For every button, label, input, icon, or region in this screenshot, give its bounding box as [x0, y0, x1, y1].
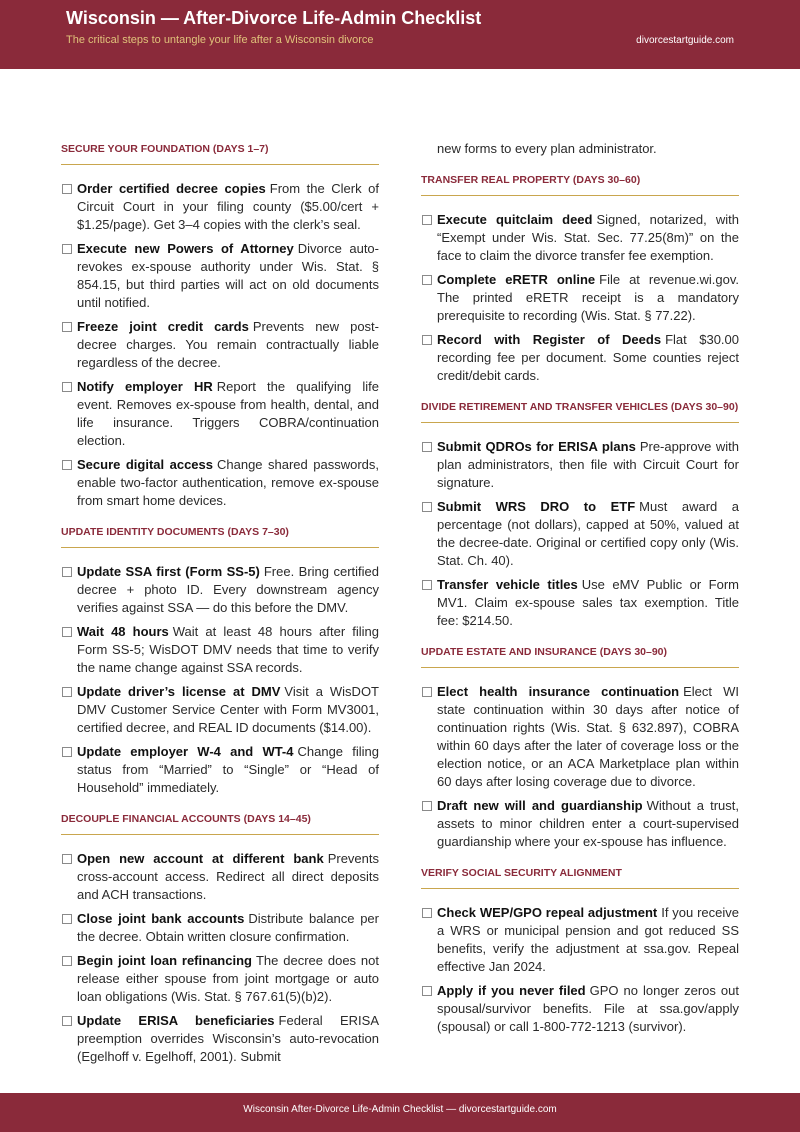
item-title: Update employer W-4 and WT-4 — [77, 744, 294, 759]
checkbox[interactable] — [62, 244, 72, 254]
checklist-section — [61, 523, 379, 797]
checklist-item — [61, 623, 379, 677]
checklist-item — [421, 797, 739, 851]
checkbox[interactable] — [62, 322, 72, 332]
item-title: Order certified decree copies — [77, 181, 266, 196]
checklist-section — [421, 643, 739, 851]
item-description: From the Clerk of Circuit Court in your filing county ($5.00/cert + $1.25/page). Get 3–4 copies with the clerk’s seal. — [77, 181, 379, 232]
item-description: Must award a percentage (not dollars), capped at 50%, valued at the decree-date. Original or certified copy only (Wis. Stat. Ch. 40). — [437, 499, 739, 568]
checklist-section — [61, 810, 379, 1066]
checkbox[interactable] — [62, 627, 72, 637]
checkbox[interactable] — [62, 184, 72, 194]
item-description: Divorce auto-revokes ex-spouse authority under Wis. Stat. § 854.15, but third parties will act on old documents until notified. — [77, 241, 379, 310]
item-title: Begin joint loan refinancing — [77, 953, 252, 968]
item-title: Secure digital access — [77, 457, 213, 472]
item-description: Pre-approve with plan administrators, then file with Circuit Court for signature. — [437, 439, 739, 490]
item-title: Submit WRS DRO to ETF — [437, 499, 636, 514]
checkbox[interactable] — [422, 908, 432, 918]
section-heading: UPDATE ESTATE AND INSURANCE (DAYS 30–90) — [421, 643, 739, 668]
item-description: Prevents new post-decree charges. You remain contractually liable regardless of the decree. — [77, 319, 379, 370]
checkbox[interactable] — [62, 687, 72, 697]
checklist-item — [61, 180, 379, 234]
checkbox[interactable] — [422, 801, 432, 811]
item-description: Flat $30.00 recording fee per document. Some counties reject credit/debit cards. — [437, 332, 740, 383]
item-title: Transfer vehicle titles — [437, 577, 578, 592]
item-description: Federal ERISA preemption overrides Wisconsin’s auto-revocation (Egelhoff v. Egelhoff, 2001). Submit — [77, 1013, 380, 1064]
checkbox[interactable] — [62, 854, 72, 864]
item-title: Update SSA first (Form SS-5) — [77, 564, 260, 579]
item-description: Distribute balance per the decree. Obtain written closure confirmation. — [77, 911, 379, 944]
item-title: Notify employer HR — [77, 379, 213, 394]
section-heading: SECURE YOUR FOUNDATION (DAYS 1–7) — [61, 140, 379, 165]
item-description: The decree does not release either spouse from joint mortgage or auto loan obligations (Wis. Stat. § 767.61(5)(b)2). — [77, 953, 380, 1004]
item-title: Freeze joint credit cards — [77, 319, 249, 334]
checklist-item — [421, 331, 739, 385]
checkbox[interactable] — [422, 335, 432, 345]
item-title: Execute quitclaim deed — [437, 212, 593, 227]
checkbox[interactable] — [422, 502, 432, 512]
checklist-item — [61, 683, 379, 737]
item-title: Apply if you never filed — [437, 983, 586, 998]
checklist-item — [61, 318, 379, 372]
item-description: Visit a WisDOT DMV Customer Service Center with Form MV3001, certified decree, and REAL ID documents ($14.00). — [77, 684, 379, 735]
checklist-section — [421, 398, 739, 630]
checklist-item — [61, 743, 379, 797]
item-title: Complete eRETR online — [437, 272, 596, 287]
checkbox[interactable] — [62, 460, 72, 470]
item-title: Close joint bank accounts — [77, 911, 245, 926]
checklist-section — [61, 140, 379, 510]
checklist-item — [421, 576, 739, 630]
checkbox[interactable] — [62, 956, 72, 966]
section-heading: TRANSFER REAL PROPERTY (DAYS 30–60) — [421, 171, 739, 196]
item-title: Draft new will and guardianship — [437, 798, 643, 813]
checklist-section — [421, 171, 739, 385]
checkbox[interactable] — [62, 567, 72, 577]
checklist-item — [421, 498, 739, 570]
checklist-item — [61, 456, 379, 510]
item-title: Update ERISA beneficiaries — [77, 1013, 275, 1028]
item-description: Without a trust, assets to minor children enter a court-supervised guardianship where your ex-spouse has influence. — [437, 798, 740, 849]
item-title: Update driver’s license at DMV — [77, 684, 281, 699]
item-description: Wait at least 48 hours after filing Form SS-5; WisDOT DMV needs that time to verify the name change against SSA records. — [77, 624, 379, 675]
item-description: Signed, notarized, with “Exempt under Wis. Stat. Sec. 77.25(8m)” on the face to claim the divorce transfer fee exemption. — [437, 212, 739, 263]
checkbox[interactable] — [422, 215, 432, 225]
page-title: Wisconsin — After-Divorce Life-Admin Checklist — [66, 8, 482, 28]
item-title: Open new account at different bank — [77, 851, 324, 866]
checkbox[interactable] — [422, 986, 432, 996]
item-description: Report the qualifying life event. Removes ex-spouse from health, dental, and life insurance. Triggers COBRA/continuation election. — [77, 379, 379, 448]
item-title: Elect health insurance continuation — [437, 684, 680, 699]
item-description: Change filing status from “Married” to “Single” or “Head of Household” immediately. — [77, 744, 379, 795]
section-heading: UPDATE IDENTITY DOCUMENTS (DAYS 7–30) — [61, 523, 379, 548]
page-header — [0, 0, 800, 69]
checklist-item — [61, 378, 379, 450]
checklist-item — [61, 563, 379, 617]
item-description: Elect WI state continuation within 30 days after notice of continuation rights (Wis. Stat. § 632.897), COBRA within 60 days after the later of coverage loss or the election notice, or an ACA Marketplace plan within 60 days after losing coverage due to divorce. — [437, 684, 739, 789]
checklist-item — [61, 1012, 379, 1066]
page-footer — [0, 1093, 800, 1132]
checkbox[interactable] — [422, 275, 432, 285]
checkbox[interactable] — [422, 580, 432, 590]
checkbox[interactable] — [62, 747, 72, 757]
checklist-item — [421, 211, 739, 265]
section-heading: DECOUPLE FINANCIAL ACCOUNTS (DAYS 14–45) — [61, 810, 379, 835]
footer-text: Wisconsin After-Divorce Life-Admin Checklist — divorcestartguide.com — [243, 1104, 557, 1115]
checklist-item — [61, 850, 379, 904]
section-heading: DIVIDE RETIREMENT AND TRANSFER VEHICLES (DAYS 30–90) — [421, 398, 739, 423]
item-description: If you receive a WRS or municipal pension and got reduced SS benefits, verify the adjustment at ssa.gov. Repeal effective Jan 2024. — [437, 905, 739, 974]
right-column — [421, 140, 739, 1049]
item-description: File at revenue.wi.gov. The printed eRETR receipt is a mandatory prerequisite to recording (Wis. Stat. § 77.22). — [437, 272, 739, 323]
site-url: divorcestartguide.com — [636, 35, 734, 46]
item-title: Record with Register of Deeds — [437, 332, 662, 347]
item-title: Execute new Powers of Attorney — [77, 241, 294, 256]
item-description: Change shared passwords, enable two-factor authentication, remove ex-spouse from smart home devices. — [77, 457, 379, 508]
checkbox[interactable] — [62, 382, 72, 392]
item-description: Prevents cross-account access. Redirect all direct deposits and ACH transactions. — [77, 851, 379, 902]
left-column — [61, 140, 379, 1079]
checklist-item — [61, 240, 379, 312]
checklist-item — [61, 910, 379, 946]
checklist-item — [61, 952, 379, 1006]
checkbox[interactable] — [62, 914, 72, 924]
checklist-item — [421, 904, 739, 976]
item-title: Submit QDROs for ERISA plans — [437, 439, 636, 454]
page-subtitle: The critical steps to untangle your life after a Wisconsin divorce — [66, 34, 374, 46]
item-description: Free. Bring certified decree + photo ID. Every downstream agency verifies against SSA — do this before the DMV. — [77, 564, 380, 615]
checklist-section — [421, 864, 739, 1036]
checklist-item — [421, 271, 739, 325]
checkbox[interactable] — [422, 687, 432, 697]
item-description: GPO no longer zeros out spousal/survivor benefits. File at ssa.gov/apply (spousal) or call 1-800-772-1213 (survivor). — [437, 983, 739, 1034]
continuation-text: new forms to every plan administrator. — [437, 141, 657, 156]
checklist-item — [421, 438, 739, 492]
checkbox[interactable] — [62, 1016, 72, 1026]
section-heading: VERIFY SOCIAL SECURITY ALIGNMENT — [421, 864, 739, 889]
checklist-item — [421, 982, 739, 1036]
item-title: Wait 48 hours — [77, 624, 169, 639]
checklist-item — [421, 683, 739, 791]
checkbox[interactable] — [422, 442, 432, 452]
item-description: Use eMV Public or Form MV1. Claim ex-spouse sales tax exemption. Title fee: $214.50. — [437, 577, 740, 628]
item-title: Check WEP/GPO repeal adjustment — [437, 905, 658, 920]
